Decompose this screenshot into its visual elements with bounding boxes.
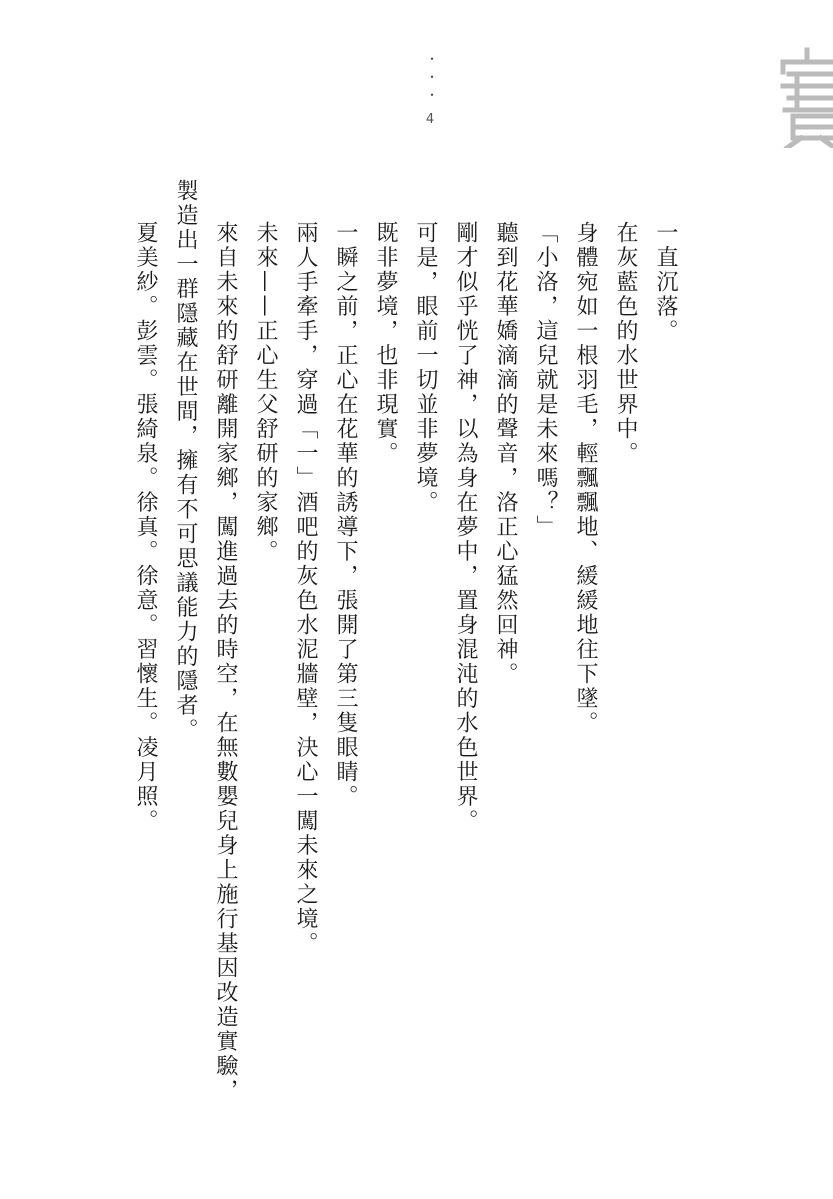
partial-kanji-glyph-icon	[777, 44, 833, 148]
text-line: 未來——正心生父舒研的家鄉。	[253, 221, 278, 564]
page-number: 4	[425, 112, 435, 127]
text-line: 兩人手牽手，穿過「一」酒吧的灰色水泥牆壁，決心一闖未來之境。	[293, 221, 318, 956]
page-marker	[420, 52, 440, 127]
text-line: 製造出一群隱藏在世間，擁有不可思議能力的隱者。	[173, 179, 198, 743]
text-line: 在灰藍色的水世界中。	[613, 221, 638, 466]
text-line: 「小洛，這兒就是未來嗎？」	[533, 221, 558, 540]
text-line: 夏美紗。彭雲。張綺泉。徐真。徐意。習懷生。凌月照。	[133, 221, 158, 834]
text-line: 一瞬之前，正心在花華的誘導下，張開了第三隻眼睛。	[333, 221, 358, 809]
text-line: 可是，眼前一切並非夢境。	[413, 221, 438, 515]
marker-dots: ・・・	[422, 52, 438, 106]
text-line: 身體宛如一根羽毛，輕飄飄地、緩緩地往下墜。	[573, 221, 598, 736]
text-line: 來自未來的舒研離開家鄉，闖進過去的時空，在無數嬰兒身上施行基因改造實驗，	[213, 221, 238, 1103]
text-line: 剛才似乎恍了神，以為身在夢中，置身混沌的水色世界。	[453, 221, 478, 834]
text-line: 既非夢境，也非現實。	[373, 221, 398, 466]
text-line: 一直沉落。	[653, 221, 678, 344]
body-text	[125, 179, 685, 1121]
text-line: 聽到花華嬌滴滴的聲音，洛正心猛然回神。	[493, 221, 518, 687]
